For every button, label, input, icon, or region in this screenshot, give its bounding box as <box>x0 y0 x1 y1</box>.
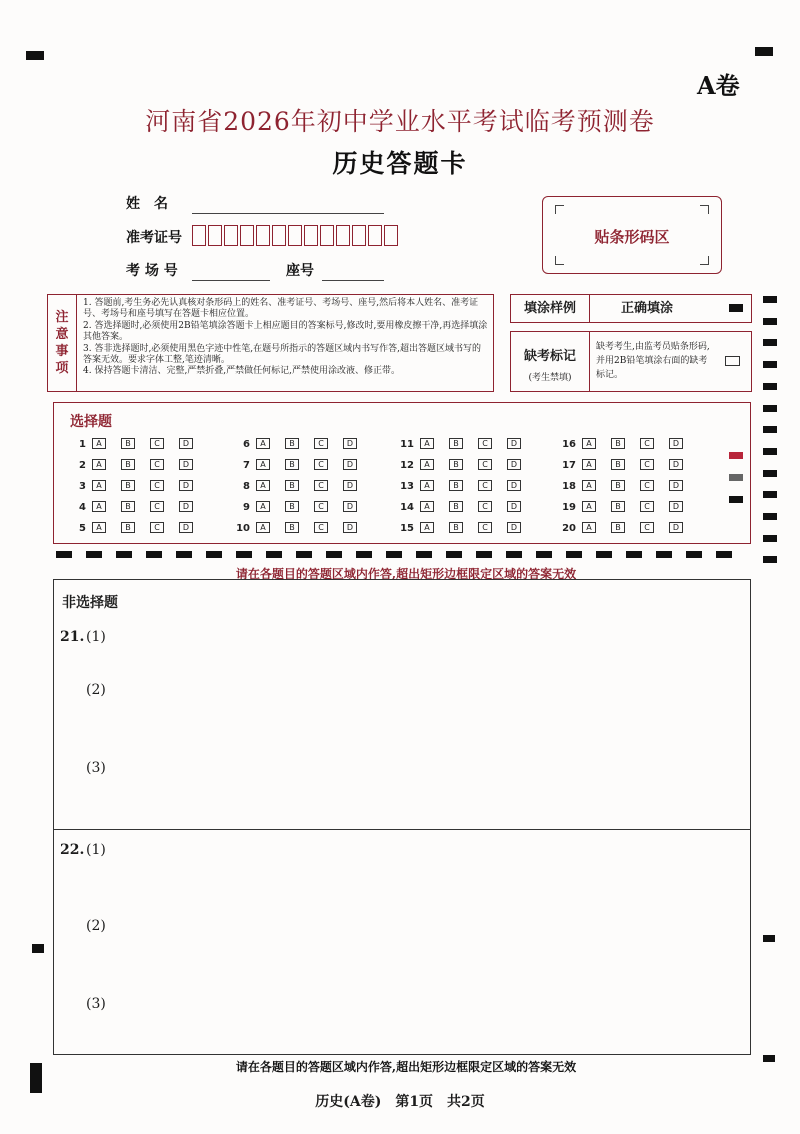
q22-part1: (1) <box>86 842 106 858</box>
choice-question-row <box>64 459 208 471</box>
answer-bubble[interactable]: A <box>420 501 434 512</box>
q21-part2: (2) <box>86 682 106 698</box>
answer-bubble[interactable]: D <box>669 501 683 512</box>
side-timing-mark <box>763 513 777 520</box>
side-timing-mark <box>763 556 777 563</box>
answer-bubble[interactable]: C <box>640 522 654 533</box>
side-timing-mark <box>763 383 777 390</box>
timing-mark-top-left <box>26 51 44 60</box>
answer-bubble[interactable]: D <box>179 501 193 512</box>
dash-mark <box>356 551 372 558</box>
dash-mark <box>506 551 522 558</box>
notice-box <box>47 294 494 392</box>
dash-mark <box>656 551 672 558</box>
answer-bubble[interactable]: D <box>179 438 193 449</box>
answer-bubble[interactable]: B <box>611 480 625 491</box>
side-timing-mark <box>763 426 777 433</box>
choice-title: 选择题 <box>70 414 112 430</box>
dash-mark <box>416 551 432 558</box>
answer-bubble[interactable]: A <box>256 438 270 449</box>
choice-question-row <box>392 459 536 471</box>
answer-bubble[interactable]: C <box>478 438 492 449</box>
nonchoice-title: 非选择题 <box>62 595 118 611</box>
choice-question-row <box>228 459 372 471</box>
question-number: 6 <box>243 438 250 450</box>
answer-bubble[interactable]: B <box>285 438 299 449</box>
answer-bubble[interactable]: A <box>92 459 106 470</box>
answer-bubble[interactable]: D <box>669 459 683 470</box>
choice-question-row <box>228 522 372 534</box>
question-number: 9 <box>243 501 250 513</box>
choice-question-row <box>228 501 372 513</box>
question-number: 13 <box>400 480 414 492</box>
dash-mark <box>326 551 342 558</box>
timing-mark-left-lower <box>32 944 44 953</box>
answer-bubble[interactable]: C <box>478 480 492 491</box>
choice-question-row <box>392 438 536 450</box>
answer-bubble[interactable]: A <box>582 480 596 491</box>
answer-bubble[interactable]: B <box>611 501 625 512</box>
answer-bubble[interactable]: D <box>343 522 357 533</box>
dash-mark <box>626 551 642 558</box>
answer-bubble[interactable]: C <box>150 522 164 533</box>
question-divider <box>54 829 750 830</box>
question-number: 8 <box>243 480 250 492</box>
side-timing-mark <box>763 361 777 368</box>
question-number: 20 <box>562 522 576 534</box>
answer-bubble[interactable]: A <box>92 480 106 491</box>
choice-question-row <box>392 480 536 492</box>
question-number: 5 <box>79 522 86 534</box>
dash-mark <box>206 551 222 558</box>
nonchoice-section <box>53 579 751 1055</box>
warning-bottom: 请在各题目的答题区域内作答,超出矩形边框限定区域的答案无效 <box>235 1060 577 1074</box>
side-timing-mark <box>763 405 777 412</box>
absent-label: 缺考标记 <box>523 349 576 364</box>
page-footer: 历史(A卷) 第1页 共2页 <box>315 1094 485 1110</box>
side-timing-mark <box>763 318 777 325</box>
answer-bubble[interactable]: B <box>285 459 299 470</box>
fill-example-value: 正确填涂 <box>621 301 674 316</box>
answer-bubble[interactable]: C <box>478 522 492 533</box>
answer-bubble[interactable]: D <box>507 459 521 470</box>
answer-bubble[interactable]: B <box>121 480 135 491</box>
answer-bubble[interactable]: B <box>121 501 135 512</box>
answer-bubble[interactable]: A <box>256 501 270 512</box>
choice-question-row <box>554 522 698 534</box>
question-number: 1 <box>79 438 86 450</box>
dash-mark <box>446 551 462 558</box>
answer-bubble[interactable]: B <box>121 438 135 449</box>
answer-bubble[interactable]: A <box>256 459 270 470</box>
q21-number: 21. <box>60 629 85 645</box>
answer-bubble[interactable]: C <box>314 480 328 491</box>
dash-mark <box>686 551 702 558</box>
page-subtitle: 历史答题卡 <box>332 149 468 178</box>
choice-section <box>53 402 751 544</box>
choice-question-row <box>554 480 698 492</box>
choice-marker-gray <box>729 474 743 481</box>
answer-bubble[interactable]: C <box>150 459 164 470</box>
answer-bubble[interactable]: A <box>92 501 106 512</box>
answer-bubble[interactable]: A <box>582 438 596 449</box>
notice-title: 注 意 事 项 <box>48 295 77 391</box>
answer-bubble[interactable]: A <box>92 438 106 449</box>
dash-mark <box>86 551 102 558</box>
answer-bubble[interactable]: B <box>449 501 463 512</box>
answer-bubble[interactable]: A <box>582 501 596 512</box>
choice-question-row <box>64 501 208 513</box>
answer-bubble[interactable]: A <box>420 438 434 449</box>
page-title: 河南省2026年初中学业水平考试临考预测卷 <box>145 107 655 136</box>
question-number: 16 <box>562 438 576 450</box>
absent-description: 缺考考生,由监考员贴条形码,并用2B铅笔填涂右面的缺考标记。 <box>596 342 710 380</box>
answer-bubble[interactable]: A <box>256 522 270 533</box>
warning-top: 请在各题目的答题区域内作答,超出矩形边框限定区域的答案无效 <box>235 567 577 581</box>
dash-mark <box>56 551 72 558</box>
answer-bubble[interactable]: A <box>582 522 596 533</box>
answer-bubble[interactable]: B <box>449 459 463 470</box>
dash-mark <box>146 551 162 558</box>
name-field[interactable] <box>192 195 384 214</box>
dash-mark <box>536 551 552 558</box>
answer-bubble[interactable]: B <box>449 480 463 491</box>
barcode-label: 贴条形码区 <box>594 228 670 246</box>
absent-mark-box <box>510 331 752 392</box>
timing-mark-left-bottom <box>30 1063 42 1093</box>
name-label: 姓 名 <box>126 196 168 212</box>
question-number: 18 <box>562 480 576 492</box>
answer-bubble[interactable]: C <box>640 459 654 470</box>
answer-bubble[interactable]: B <box>285 480 299 491</box>
answer-bubble[interactable]: C <box>640 501 654 512</box>
choice-question-row <box>228 438 372 450</box>
question-number: 12 <box>400 459 414 471</box>
answer-bubble[interactable]: D <box>669 480 683 491</box>
answer-bubble[interactable]: D <box>343 480 357 491</box>
question-number: 2 <box>79 459 86 471</box>
fill-example-box <box>510 294 752 323</box>
question-number: 15 <box>400 522 414 534</box>
choice-question-row <box>554 438 698 450</box>
dash-mark <box>716 551 732 558</box>
id-label: 准考证号 <box>126 230 182 246</box>
answer-bubble[interactable]: B <box>611 459 625 470</box>
answer-bubble[interactable]: D <box>507 501 521 512</box>
filled-bubble-icon <box>729 304 743 312</box>
question-number: 14 <box>400 501 414 513</box>
dash-mark <box>386 551 402 558</box>
answer-area-q22[interactable] <box>54 832 750 1052</box>
choice-question-row <box>64 522 208 534</box>
choice-marker-red <box>729 452 743 459</box>
dashed-separator <box>56 551 756 558</box>
answer-bubble[interactable]: C <box>640 438 654 449</box>
q22-number: 22. <box>60 842 85 858</box>
answer-bubble[interactable]: B <box>121 522 135 533</box>
fill-example-label: 填涂样例 <box>511 295 590 322</box>
answer-bubble[interactable]: C <box>314 501 328 512</box>
q22-part3: (3) <box>86 996 106 1012</box>
choice-question-row <box>554 501 698 513</box>
answer-bubble[interactable]: B <box>121 459 135 470</box>
choice-question-row <box>554 459 698 471</box>
answer-bubble[interactable]: A <box>420 480 434 491</box>
answer-bubble[interactable]: D <box>669 438 683 449</box>
answer-bubble[interactable]: A <box>420 522 434 533</box>
dash-mark <box>566 551 582 558</box>
choice-marker-black <box>729 496 743 503</box>
answer-bubble[interactable]: D <box>179 480 193 491</box>
answer-bubble[interactable]: B <box>611 438 625 449</box>
question-number: 19 <box>562 501 576 513</box>
answer-bubble[interactable]: D <box>179 522 193 533</box>
answer-bubble[interactable]: D <box>669 522 683 533</box>
choice-question-row <box>228 480 372 492</box>
choice-question-row <box>64 438 208 450</box>
seat-label: 座号 <box>286 263 314 279</box>
answer-bubble[interactable]: D <box>343 501 357 512</box>
answer-bubble[interactable]: B <box>611 522 625 533</box>
dash-mark <box>266 551 282 558</box>
question-number: 7 <box>243 459 250 471</box>
answer-bubble[interactable]: C <box>150 480 164 491</box>
id-number-boxes[interactable] <box>192 225 400 246</box>
answer-bubble[interactable]: C <box>478 501 492 512</box>
timing-mark-right-lower <box>763 935 775 942</box>
answer-bubble[interactable]: A <box>420 459 434 470</box>
question-number: 11 <box>400 438 414 450</box>
question-number: 3 <box>79 480 86 492</box>
answer-bubble[interactable]: D <box>507 438 521 449</box>
side-timing-mark <box>763 339 777 346</box>
absent-bubble[interactable] <box>725 356 740 366</box>
notice-text: 1. 答题前,考生务必先认真核对条形码上的姓名、准考证号、考场号、座号,然后将本人姓名、准考证号、考场号和座号填写在答题卡相应位置。 2. 答选择题时,必须使用2B铅笔填涂答题卡上相应题目的答案标号,修改时,要用橡皮擦干净,再选择填涂其他答案。 3. 答非选择题时,必须使用黑色字迹中性笔,在题号所指示的答题区域内书写作答,超出答题区域书写的答案无效。要求字体工整,笔迹清晰。 4. 保持答题卡清洁、完整,严禁折叠,严禁做任何标记,严禁使用涂改液、修正带。 <box>83 298 488 377</box>
timing-mark-top-right <box>755 47 773 56</box>
answer-bubble[interactable]: A <box>582 459 596 470</box>
side-timing-mark <box>763 296 777 303</box>
answer-bubble[interactable]: A <box>92 522 106 533</box>
side-timing-mark <box>763 448 777 455</box>
dash-mark <box>236 551 252 558</box>
answer-bubble[interactable]: D <box>507 480 521 491</box>
answer-bubble[interactable]: C <box>314 522 328 533</box>
seat-field[interactable] <box>322 262 384 281</box>
answer-bubble[interactable]: D <box>343 459 357 470</box>
answer-bubble[interactable]: D <box>507 522 521 533</box>
answer-bubble[interactable]: C <box>150 501 164 512</box>
side-timing-mark <box>763 535 777 542</box>
answer-bubble[interactable]: B <box>285 501 299 512</box>
dash-mark <box>116 551 132 558</box>
question-number: 10 <box>236 522 250 534</box>
answer-bubble[interactable]: C <box>314 438 328 449</box>
q21-part1: (1) <box>86 629 106 645</box>
q22-part2: (2) <box>86 918 106 934</box>
answer-bubble[interactable]: C <box>478 459 492 470</box>
room-field[interactable] <box>192 262 270 281</box>
dash-mark <box>296 551 312 558</box>
answer-bubble[interactable]: C <box>150 438 164 449</box>
dash-mark <box>596 551 612 558</box>
answer-bubble[interactable]: B <box>449 522 463 533</box>
choice-question-row <box>64 480 208 492</box>
question-number: 4 <box>79 501 86 513</box>
answer-bubble[interactable]: C <box>640 480 654 491</box>
answer-bubble[interactable]: B <box>285 522 299 533</box>
timing-mark-right-bottom <box>763 1055 775 1062</box>
choice-question-row <box>392 522 536 534</box>
answer-bubble[interactable]: D <box>179 459 193 470</box>
barcode-area[interactable] <box>542 196 722 274</box>
answer-bubble[interactable]: D <box>343 438 357 449</box>
room-label: 考 场 号 <box>126 263 178 279</box>
q21-part3: (3) <box>86 760 106 776</box>
side-timing-mark <box>763 470 777 477</box>
answer-bubble[interactable]: B <box>449 438 463 449</box>
answer-area-q21[interactable] <box>54 618 750 829</box>
answer-bubble[interactable]: A <box>256 480 270 491</box>
dash-mark <box>476 551 492 558</box>
question-number: 17 <box>562 459 576 471</box>
choice-question-row <box>392 501 536 513</box>
answer-bubble[interactable]: C <box>314 459 328 470</box>
paper-label: A卷 <box>697 71 740 100</box>
dash-mark <box>176 551 192 558</box>
absent-note: (考生禁填) <box>528 373 572 383</box>
side-timing-mark <box>763 491 777 498</box>
